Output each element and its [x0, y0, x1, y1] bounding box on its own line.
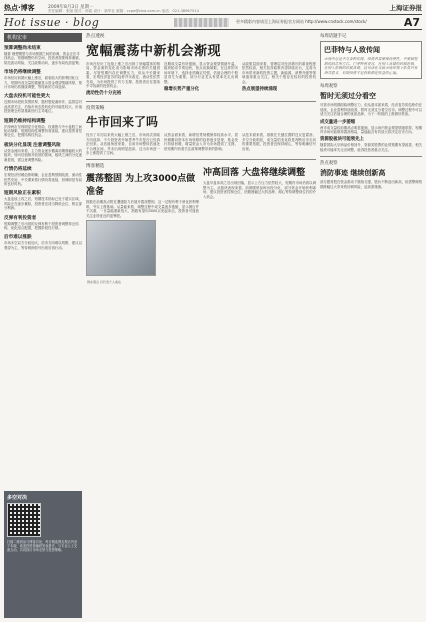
section-title: Hot issue · blog: [4, 16, 100, 29]
editor-contacts: 责任编辑：张丽 版式：孙凯 设计：新华社 邮箱：ccpe@sina.com.cn 电话：021-38967514: [48, 9, 199, 13]
left-item: [4, 142, 82, 162]
sponsor-line: 更多精彩内容请至上海证券报官方网站 http://www.cnstock.com/stock/: [236, 19, 367, 24]
mid-kicker: 投资策略: [86, 106, 105, 112]
left-item-title: 板块分化显现 注意调整风险: [4, 142, 61, 148]
top-kicker: 热点透视: [86, 34, 105, 39]
bottom-left-article: [86, 163, 199, 285]
left-item-text: 随着 理想模型与市场预期之间的协调，资金正在寻找机会，短期调整仍有空间，投资者需要保持谨慎，防范波动风险，关注政策动向，逐步布局优质蓝筹。: [4, 52, 82, 65]
right-subhead: 资源股板块可能领先上: [320, 137, 364, 143]
qr-code-icon: [7, 503, 41, 537]
article-subhead: 流动性仍十分充裕: [86, 91, 122, 97]
article-paragraph: 经历了年初以来的大幅上涨之后，市场再次面临方向选择，不少投资者开始思考牛市是否已经真正回来。从估值角度来看，目前市场整体估值处于合理区间，并未出现明显泡沫，这为市场进一步上涨提供了空间。: [86, 133, 160, 156]
left-item-text: 大盘连续上攻之后，短期技术指标已处于超买区域，风险正在逐步累积，投资者宜适当降低仓位，锁定部分利润。: [4, 197, 82, 211]
bottom-right-article: [203, 163, 316, 278]
article-subhead: 热点展望持续涌现: [242, 87, 278, 93]
left-item: [4, 69, 82, 89]
paper-name: 上海证券报: [389, 4, 422, 12]
bottom-right-headline: 冲高回落 大盘将继续调整: [203, 168, 306, 179]
left-item-text: 宏观经济回暖趋势明确，企业盈利预期改善，流动性依然充裕，中长期来看行情仍将延续，回调即是布局的良好时机。: [4, 173, 82, 186]
article-paragraph: 从政策层面来看，管理层对经济增长的重视程度依然较高，相关扶持政策有望持续出台，这将为市场带来新的投资主题，新能源、消费升级等领域值得重点关注，相关个股存在较好的投资机会。: [242, 62, 316, 84]
divider: [86, 101, 316, 102]
left-section-title: 机构宏市: [4, 33, 82, 42]
left-item-text: 市场经历前期大幅上涨后，面临较大的获利回吐压力，短期内成交量的萎缩显示资金观望情绪浓厚，预计市场仍将继续调整，等待新的方向选择。: [4, 76, 82, 90]
main-column: [86, 33, 316, 618]
article-paragraph: 从技术面来看，指数在关键位置附近反复震荡，多空分歧明显，成交量的变化将是判断后市走向的重要依据，投资者宜保持耐心，等待明确信号出现。: [242, 133, 316, 151]
box-text: 市场中总是不乏各种传闻，投资者需要保持理性，不要被短期的消息所左右。巴菲特曾说过，在别人贪婪的时候恐惧，在别人恐惧的时候贪婪，这句话在当前市场环境下依然具有指导意义，长期投资才是获取稳定收益的正道。: [324, 57, 418, 75]
top-article: [86, 62, 316, 97]
page-number: A7: [403, 16, 420, 29]
article-paragraph: 从资金面来看，新增信贷规模保持较高水平，居民储蓄向资本市场转移的趋势逐步显现，基金发行持续回暖，增量资金入市为市场提供了支撑，但短期内仍需关注政策调整带来的影响。: [164, 133, 238, 151]
box-headline: 巴菲特与人致传闻: [324, 46, 380, 54]
left-item-title: 预算调整尚未结束: [4, 46, 41, 51]
article-paragraph: 近期成交量有所萎缩，显示资金观望情绪升温，板块轮动节奏加快，热点切换频繁。在这样的市场环境下，选择业绩确定性强、估值合理的个股显得尤为重要，部分行业龙头有望率先走出调整。: [164, 62, 238, 84]
left-item: [4, 118, 82, 138]
right-column: [320, 33, 422, 618]
right-paragraph: 部分题材股在资金推动下继续走强，股价不断创出新高，但需警惕短期涨幅过大带来的回调风险，追高需谨慎。: [320, 180, 422, 189]
right-paragraph: 两市成交量较前期高点明显萎缩，显示场内资金观望情绪浓厚，短期内市场可能维持震荡格局，量能能否有效放大将决定后市方向。: [320, 125, 422, 134]
left-item-title: 市场仍将继续调整: [4, 70, 41, 76]
photo-caption: 网友观点 仅代表个人看法: [87, 280, 121, 285]
article-paragraph: 指数在前期高点附近遭遇阻力后展开震荡整固，这一过程有利于消化获利筹码，夯实上涨基础。从量能来看，调整过程中成交量逐步萎缩，显示抛压并不沉重，一旦量能重新放大，指数有望向3000点发起冲击，投资者可逢低关注业绩优良的蓝筹股。: [86, 200, 199, 218]
left-item: [4, 93, 82, 113]
left-item-text: 沪深两市呈现明显分化格局，权重股与中小盘股之间轮动频繁，短期结构性调整仍将延续，建议投资者控制仓位，把握结构性机会。: [4, 124, 82, 138]
left-item: [4, 45, 82, 65]
mid-article: [86, 133, 316, 155]
left-item: [4, 234, 82, 250]
left-item-title: 短期风险正在累积: [4, 191, 41, 197]
left-item-title: 行情仍将延续: [4, 167, 32, 173]
divider: [320, 156, 422, 157]
right-subhead: 成交量进一步萎缩: [320, 119, 356, 125]
left-item-text: 短期调整之后出现的反弹有利于投资者调整持仓结构，优化组合配置，把握阶段性行情。: [4, 221, 79, 230]
section-brand: 热点·博客: [4, 4, 35, 12]
bottom-left-kicker: 博客精选: [86, 164, 105, 170]
left-item-title: 反弹有利投资者: [4, 215, 37, 221]
left-item-text: 市场多空双方分歧加大，后市方向难以判断，建议以观望为主，等待明朗信号出现后再行动。: [4, 241, 82, 250]
left-item: [4, 190, 82, 210]
left-item: [4, 166, 82, 186]
right-tag: 每周话题手记: [320, 34, 347, 39]
article-subhead: 稳增长势产重分化: [164, 87, 200, 93]
bottom-left-headline: 震荡整固 为上攻3000点做准备: [86, 174, 196, 198]
article-photo: [86, 220, 156, 285]
right-tag: 每周观察: [320, 84, 338, 90]
left-item: [4, 215, 82, 231]
top-headline: 宽幅震荡中新机会渐现: [86, 44, 222, 59]
masthead-top: [4, 3, 422, 13]
left-column: [4, 33, 82, 618]
mid-headline: 牛市回来了吗: [86, 115, 159, 130]
left-item-title: 大盘去投机可能性更大: [4, 94, 50, 100]
article-paragraph: 大盘早盘冲高之后出现回落，显示上方压力依然较大，短期内市场仍将以调整为主。从板块表现来看，前期强势品种出现分化，部分资金开始获利离场，建议投资者控制仓位，回避涨幅过大的品种，耐心等待调整到位后的介入机会。: [203, 181, 316, 199]
right-paragraph: 随着国际大宗商品价格回升，资源类股票的业绩预期有望改善，相关板块可能率先走出调整，值得投资者重点关注。: [320, 143, 422, 152]
right-headline: 消防事迹 继续创新高: [320, 169, 386, 178]
bottom-articles: [86, 163, 316, 285]
left-item-text: 近期市场投机氛围浓厚，题材股轮番炒作，监管层对此高度关注，后续市场去投机化的可能性较大，价值投资理念有望重新回归主导地位。: [4, 100, 82, 114]
left-item-title: 短期仍维持结构调整: [4, 118, 46, 124]
blog-box: [4, 491, 82, 618]
article-paragraph: 市场在经历了连续上涨之后出现了宽幅震荡的格局，资金面的变化成为影响市场走势的关键因素。尽管短期内存在调整压力，但从中长期来看，宏观经济复苏的趋势并未改变，流动性依然充裕，为市场提供了有力支撑，投资者应在震荡中寻找新的投资机会。: [86, 62, 160, 89]
divider: [86, 159, 316, 160]
blog-box-title: 多空对决: [7, 495, 28, 501]
right-paragraph: 尽管市场短期面临调整压力，但从基本面来看，经济复苏的趋势仍在延续，企业盈利持续改善，暂时无须过分看空后市。调整过程中可以适当关注估值合理的优质品种，为下一阶段的上涨做好准备。: [320, 103, 422, 117]
handwritten-box: [320, 41, 422, 79]
masthead-bar: [4, 14, 422, 30]
left-item-title: 后市难以涨跌: [4, 235, 32, 241]
blog-box-text: 扫描二维码参与博客讨论，每日精选网友观点刊登于本版，欢迎投资者踊跃发表看法，与专业人士交流互动，共同探讨市场走势与投资策略。: [7, 540, 78, 553]
issue-date: 2009年8月3日 星期一: [48, 5, 94, 10]
left-item-text: 从资金流向来看，主力资金逐步撤离前期涨幅较大的板块，转向估值相对较低的领域，板块之间的分化逐渐显现，需注意调整风险。: [4, 148, 82, 162]
barcode-graphic: [174, 18, 229, 27]
right-headline: 暂时无须过分看空: [320, 92, 376, 101]
right-tag: 热点观察: [320, 161, 338, 167]
